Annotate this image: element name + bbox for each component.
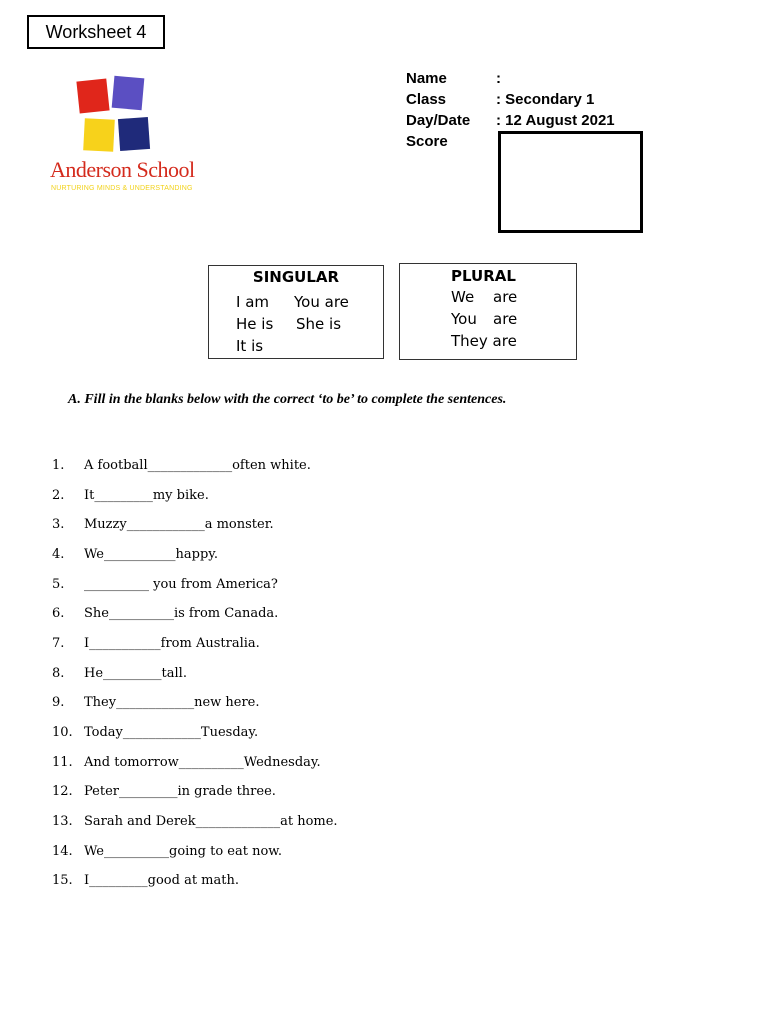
plural-table <box>399 263 577 360</box>
question-text: She__________is from Canada. <box>84 606 279 621</box>
question-text: It_________my bike. <box>84 488 209 503</box>
question-number: 14. <box>52 844 73 859</box>
question-text: They____________new here. <box>84 695 260 710</box>
question-number: 11. <box>52 755 73 770</box>
question-number: 10. <box>52 725 73 740</box>
question-text: Peter_________in grade three. <box>84 784 276 799</box>
school-motto: NURTURING MINDS & UNDERSTANDING <box>51 185 193 192</box>
question-number: 5. <box>52 577 65 592</box>
instruction: A. Fill in the blanks below with the correct ‘to be’ to complete the sentences. <box>68 392 507 407</box>
worksheet-title: Worksheet 4 <box>27 15 165 49</box>
info-label: Day/Date <box>406 112 471 129</box>
singular-item: She is <box>296 315 342 333</box>
info-value: : 12 August 2021 <box>496 112 615 129</box>
question-text: Muzzy____________a monster. <box>84 517 274 532</box>
question-text: Sarah and Derek_____________at home. <box>84 814 338 829</box>
question-text: Today____________Tuesday. <box>84 725 259 740</box>
question-number: 12. <box>52 784 73 799</box>
plural-item: We <box>451 288 475 306</box>
singular-item: I am <box>236 293 269 311</box>
logo-tile-yellow <box>83 118 115 152</box>
logo-tile-red <box>76 79 109 114</box>
score-box[interactable] <box>498 131 643 233</box>
question-number: 9. <box>52 695 65 710</box>
question-text: And tomorrow__________Wednesday. <box>84 755 321 770</box>
question-text: __________ you from America? <box>84 577 278 592</box>
question-text: We___________happy. <box>84 547 219 562</box>
plural-heading: PLURAL <box>451 267 516 285</box>
singular-item: He is <box>236 315 274 333</box>
info-value: : <box>496 70 501 87</box>
info-label: Class <box>406 91 447 108</box>
singular-table <box>208 265 384 359</box>
question-text: A football_____________often white. <box>84 458 311 473</box>
plural-item: are <box>493 288 518 306</box>
question-number: 4. <box>52 547 65 562</box>
plural-item: are <box>493 310 518 328</box>
info-label: Name <box>406 70 447 87</box>
info-label: Score <box>406 133 448 150</box>
plural-item: You <box>451 310 477 328</box>
question-number: 2. <box>52 488 65 503</box>
question-number: 1. <box>52 458 65 473</box>
question-number: 8. <box>52 666 65 681</box>
question-number: 7. <box>52 636 65 651</box>
question-text: I___________from Australia. <box>84 636 260 651</box>
question-number: 6. <box>52 606 65 621</box>
info-value: : Secondary 1 <box>496 91 595 108</box>
logo-tile-blue <box>112 76 145 110</box>
plural-item: They are <box>451 332 517 350</box>
logo-tile-navy <box>118 117 150 151</box>
question-number: 13. <box>52 814 73 829</box>
singular-heading: SINGULAR <box>252 268 340 286</box>
question-number: 3. <box>52 517 65 532</box>
question-number: 15. <box>52 873 73 888</box>
question-text: We__________going to eat now. <box>84 844 283 859</box>
question-text: I_________good at math. <box>84 873 239 888</box>
school-name: Anderson School <box>50 157 195 182</box>
singular-item: It is <box>236 337 264 355</box>
school-logo <box>50 75 200 200</box>
question-text: He_________tall. <box>84 666 187 681</box>
singular-item: You are <box>294 293 349 311</box>
